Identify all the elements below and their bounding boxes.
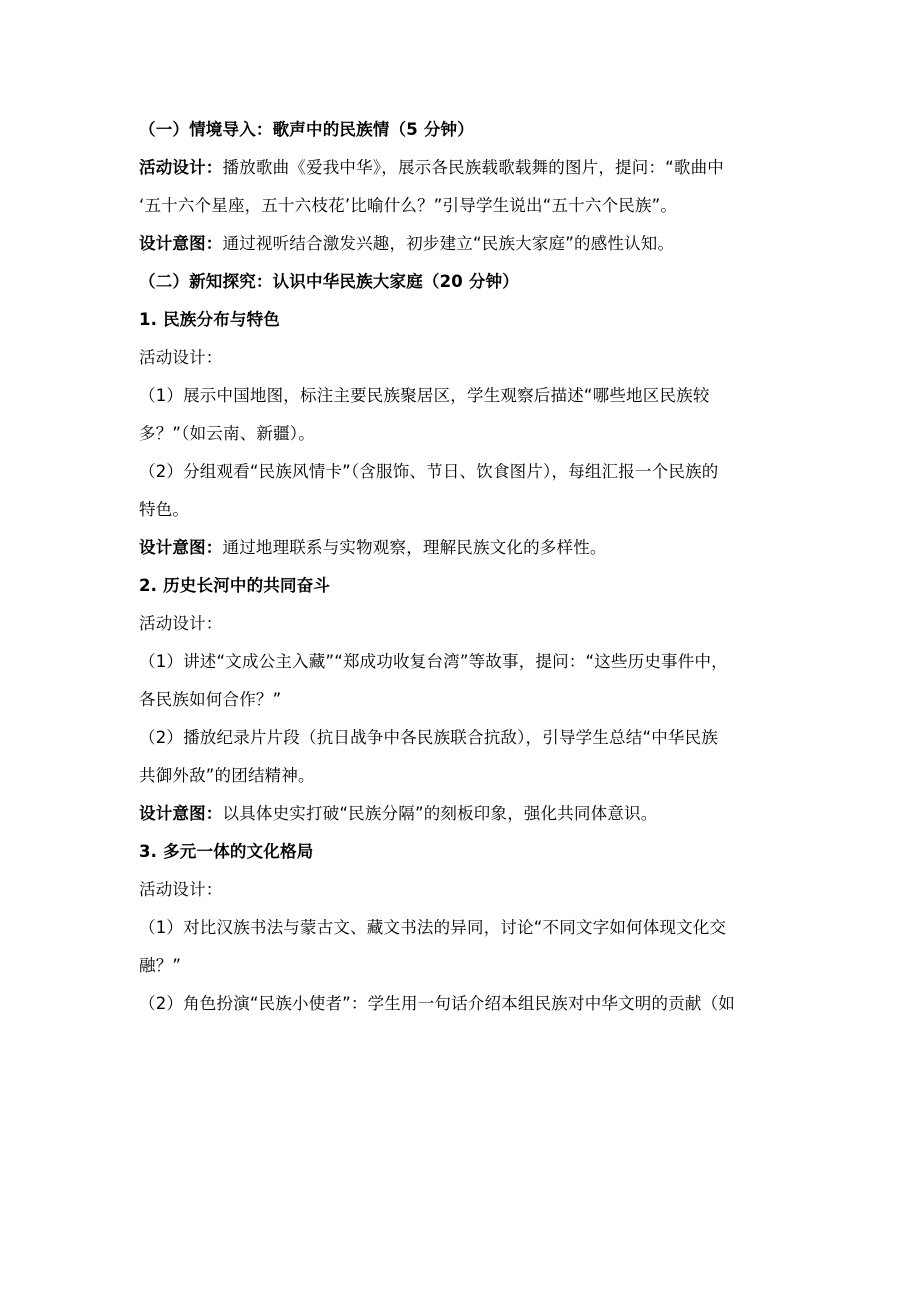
part-2-item-2-line-1: （2）播放纪录片片段（抗日战争中各民族联合抗敌），引导学生总结“中华民族 [139,728,718,747]
intent-label: 设计意图： [139,538,223,557]
part-1-item-1-line-2: 多？”（如云南、新疆）。 [139,424,315,443]
part-1-activity-label: 活动设计： [139,348,223,367]
intent-text: 以具体史实打破“民族分隔”的刻板印象，强化共同体意识。 [222,804,658,823]
part-2-activity-label: 活动设计： [139,614,223,633]
intent-label: 设计意图： [139,234,223,253]
part-3-title: 3. 多元一体的文化格局 [139,842,314,861]
section-1-activity-line-2: ‘五十六个星座，五十六枝花’比喻什么？”引导学生说出“五十六个民族”。 [139,196,678,215]
part-3-item-2-line-1: （2）角色扮演“民族小使者”：学生用一句话介绍本组民族对中华文明的贡献（如 [139,994,735,1013]
part-3-item-1-line-2: 融？” [139,956,182,975]
part-2-intent [139,802,784,825]
part-1-item-2-line-2: 特色。 [139,500,190,519]
intent-text: 通过地理联系与实物观察，理解民族文化的多样性。 [222,538,607,557]
part-1-item-1-line-1: （1）展示中国地图，标注主要民族聚居区，学生观察后描述“哪些地区民族较 [139,386,710,405]
intent-text: 通过视听结合激发兴趣，初步建立“民族大家庭”的感性认知。 [222,234,675,253]
part-3-activity-label: 活动设计： [139,880,223,899]
part-1-intent [139,536,784,559]
section-1-activity-line-1 [139,156,784,179]
section-1-intent [139,232,784,255]
section-1-heading: （一）情境导入：歌声中的民族情（5 分钟） [139,120,474,139]
part-2-item-1-line-2: 各民族如何合作？” [139,690,282,709]
document-body [139,118,784,1015]
activity-text: 播放歌曲《爱我中华》，展示各民族载歌载舞的图片，提问：“歌曲中 [222,158,724,177]
part-3-item-1-line-1: （1）对比汉族书法与蒙古文、藏文书法的异同，讨论“不同文字如何体现文化交 [139,918,727,937]
part-2-item-1-line-1: （1）讲述“文成公主入藏”“郑成功收复台湾”等故事，提问：“这些历史事件中， [139,652,728,671]
part-1-item-2-line-1: （2）分组观看“民族风情卡”（含服饰、节日、饮食图片），每组汇报一个民族的 [139,462,719,481]
intent-label: 设计意图： [139,804,223,823]
part-2-item-2-line-2: 共御外敌”的团结精神。 [139,766,315,785]
part-1-title: 1. 民族分布与特色 [139,310,280,329]
activity-label: 活动设计： [139,158,223,177]
part-2-title: 2. 历史长河中的共同奋斗 [139,576,331,595]
section-2-heading: （二）新知探究：认识中华民族大家庭（20 分钟） [139,272,520,291]
